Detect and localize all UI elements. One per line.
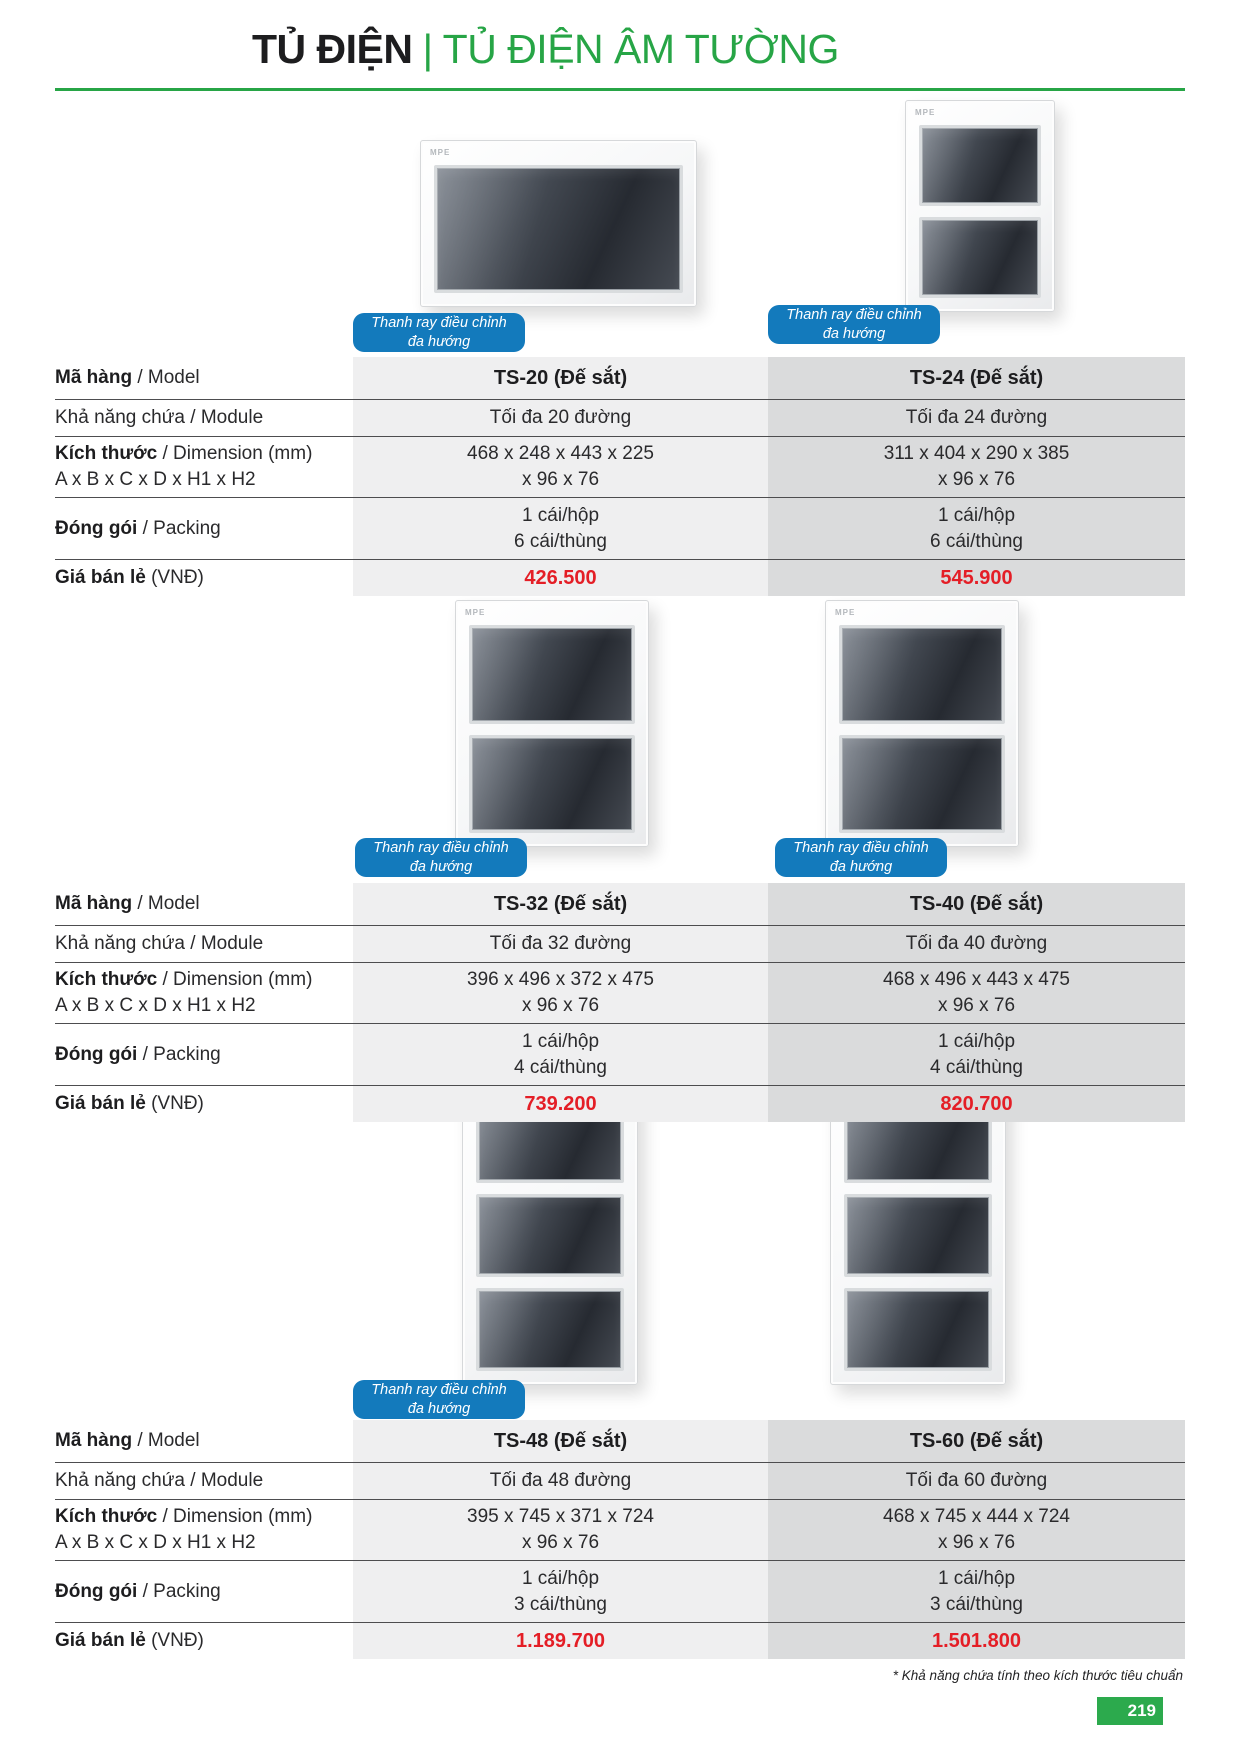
packing-value: 4 cái/thùng — [514, 1056, 607, 1078]
table-row-dimension — [55, 437, 1185, 498]
packing-value: 1 cái/hộp — [937, 504, 1016, 526]
table-row-model — [55, 883, 1185, 926]
model-value: TS-24 (Đế sắt) — [909, 366, 1044, 389]
packing-value: 6 cái/thùng — [514, 530, 607, 552]
table-row-price — [55, 1086, 1185, 1122]
spec-table-ts20-ts24 — [55, 357, 1185, 596]
row-label-en: / Dimension (mm) — [162, 443, 313, 465]
row-label-en: (VNĐ) — [151, 567, 204, 589]
table-row-module — [55, 400, 1185, 437]
table-row-dimension — [55, 1500, 1185, 1561]
spec-table-ts48-ts60 — [55, 1420, 1185, 1659]
table-row-price — [55, 1623, 1185, 1659]
feature-badge-text: đa hướng — [409, 858, 473, 875]
table-row-model — [55, 357, 1185, 400]
packing-value: 1 cái/hộp — [937, 1030, 1016, 1052]
model-value: TS-32 (Đế sắt) — [493, 892, 628, 915]
product-image-ts20 — [420, 140, 697, 307]
feature-badge-text: đa hướng — [822, 325, 886, 342]
feature-badge-text: Thanh ray điều chỉnh — [373, 840, 509, 857]
packing-value: 1 cái/hộp — [937, 1567, 1016, 1589]
dimension-value: 396 x 496 x 372 x 475 — [467, 969, 654, 991]
row-label: Khả năng chứa — [55, 1470, 185, 1492]
feature-badge-rail — [353, 1380, 525, 1419]
feature-badge-text: Thanh ray điều chỉnh — [371, 315, 507, 332]
feature-badge-rail — [775, 838, 947, 877]
packing-value: 3 cái/thùng — [514, 1593, 607, 1615]
row-label-en: / Module — [190, 933, 264, 955]
module-value: Tối đa 60 đường — [905, 1470, 1048, 1492]
model-value: TS-20 (Đế sắt) — [493, 366, 628, 389]
cabinet-window — [844, 1288, 992, 1371]
dimension-value: x 96 x 76 — [521, 469, 600, 490]
row-label-en: / Model — [137, 367, 200, 389]
table-row-packing — [55, 1561, 1185, 1623]
cabinet-window — [919, 125, 1041, 206]
product-image-ts24 — [905, 100, 1055, 312]
feature-badge-text: Thanh ray điều chỉnh — [371, 1382, 507, 1399]
brand-logo: MPE — [465, 608, 486, 617]
feature-badge-rail — [768, 305, 940, 344]
row-label-en: / Module — [190, 407, 264, 429]
row-label-en: / Module — [190, 1470, 264, 1492]
module-value: Tối đa 40 đường — [905, 933, 1048, 955]
module-value: Tối đa 48 đường — [489, 1470, 632, 1492]
row-label-en: / Packing — [142, 517, 221, 539]
cabinet-window — [469, 735, 635, 834]
row-label: Kích thước — [55, 443, 158, 465]
row-label: Kích thước — [55, 1506, 158, 1528]
module-value: Tối đa 24 đường — [905, 407, 1048, 429]
feature-badge-rail — [355, 838, 527, 877]
row-label: Đóng gói — [55, 517, 138, 539]
price-value: 1.501.800 — [932, 1629, 1021, 1652]
row-label-en: / Dimension (mm) — [162, 969, 313, 991]
cabinet-window — [839, 625, 1005, 724]
row-label: Mã hàng — [55, 1430, 133, 1452]
dimension-value: 468 x 248 x 443 x 225 — [467, 443, 654, 465]
brand-logo: MPE — [915, 108, 936, 117]
feature-badge-text: đa hướng — [407, 333, 471, 350]
row-label-en: / Model — [137, 1430, 200, 1452]
cabinet-window — [476, 1194, 624, 1277]
row-label-en: (VNĐ) — [151, 1093, 204, 1115]
model-value: TS-40 (Đế sắt) — [909, 892, 1044, 915]
packing-value: 6 cái/thùng — [930, 530, 1023, 552]
price-value: 820.700 — [940, 1092, 1013, 1115]
row-label: Mã hàng — [55, 367, 133, 389]
page-title-category: TỦ ĐIỆN — [252, 26, 413, 72]
brand-logo: MPE — [835, 608, 856, 617]
dimension-value: 311 x 404 x 290 x 385 — [883, 443, 1070, 465]
row-label-sub: A x B x C x D x H1 x H2 — [55, 1532, 256, 1553]
dimension-value: x 96 x 76 — [521, 995, 600, 1016]
table-row-price — [55, 560, 1185, 596]
row-label: Khả năng chứa — [55, 933, 185, 955]
cabinet-window — [469, 625, 635, 724]
packing-value: 3 cái/thùng — [930, 1593, 1023, 1615]
table-row-packing — [55, 498, 1185, 560]
dimension-value: x 96 x 76 — [937, 995, 1016, 1016]
row-label: Khả năng chứa — [55, 407, 185, 429]
row-label-sub: A x B x C x D x H1 x H2 — [55, 995, 256, 1016]
row-label-en: / Model — [137, 893, 200, 915]
packing-value: 4 cái/thùng — [930, 1056, 1023, 1078]
feature-badge-text: đa hướng — [407, 1400, 471, 1417]
row-label-en: / Dimension (mm) — [162, 1506, 313, 1528]
capacity-footnote: * Khả năng chứa tính theo kích thước tiêu chuẩn — [892, 1668, 1183, 1683]
product-image-ts32 — [455, 600, 649, 847]
table-row-model — [55, 1420, 1185, 1463]
row-label: Đóng gói — [55, 1043, 138, 1065]
row-label-en: / Packing — [142, 1580, 221, 1602]
page-title-subcategory: TỦ ĐIỆN ÂM TƯỜNG — [442, 26, 839, 72]
dimension-value: 468 x 745 x 444 x 724 — [883, 1506, 1070, 1528]
model-value: TS-60 (Đế sắt) — [909, 1429, 1044, 1452]
table-row-module — [55, 1463, 1185, 1500]
header-divider-line — [55, 88, 1185, 91]
dimension-value: x 96 x 76 — [521, 1532, 600, 1553]
page-number: 219 — [1127, 1701, 1156, 1720]
spec-table-ts32-ts40 — [55, 883, 1185, 1122]
price-value: 1.189.700 — [516, 1629, 605, 1652]
price-value: 426.500 — [524, 566, 597, 589]
cabinet-window — [476, 1288, 624, 1371]
model-value: TS-48 (Đế sắt) — [493, 1429, 628, 1452]
row-label: Giá bán lẻ — [55, 567, 146, 589]
price-value: 545.900 — [940, 566, 1013, 589]
packing-value: 1 cái/hộp — [521, 1030, 600, 1052]
cabinet-window — [844, 1194, 992, 1277]
row-label: Kích thước — [55, 969, 158, 991]
feature-badge-rail — [353, 313, 525, 352]
table-row-module — [55, 926, 1185, 963]
packing-value: 1 cái/hộp — [521, 1567, 600, 1589]
price-value: 739.200 — [524, 1092, 597, 1115]
page-title-separator: | — [422, 26, 433, 72]
cabinet-window — [839, 735, 1005, 834]
row-label-en: (VNĐ) — [151, 1630, 204, 1652]
feature-badge-text: đa hướng — [829, 858, 893, 875]
row-label: Đóng gói — [55, 1580, 138, 1602]
table-row-dimension — [55, 963, 1185, 1024]
cabinet-window — [434, 165, 683, 293]
module-value: Tối đa 32 đường — [489, 933, 632, 955]
page-number-badge — [1097, 1697, 1163, 1725]
packing-value: 1 cái/hộp — [521, 504, 600, 526]
module-value: Tối đa 20 đường — [489, 407, 632, 429]
row-label: Giá bán lẻ — [55, 1630, 146, 1652]
dimension-value: x 96 x 76 — [937, 469, 1016, 490]
dimension-value: 395 x 745 x 371 x 724 — [467, 1506, 654, 1528]
cabinet-window — [919, 217, 1041, 298]
row-label: Mã hàng — [55, 893, 133, 915]
row-label: Giá bán lẻ — [55, 1093, 146, 1115]
feature-badge-text: Thanh ray điều chỉnh — [786, 307, 922, 324]
row-label-sub: A x B x C x D x H1 x H2 — [55, 469, 256, 490]
table-row-packing — [55, 1024, 1185, 1086]
row-label-en: / Packing — [142, 1043, 221, 1065]
dimension-value: x 96 x 76 — [937, 1532, 1016, 1553]
product-image-ts40 — [825, 600, 1019, 847]
dimension-value: 468 x 496 x 443 x 475 — [883, 969, 1070, 991]
feature-badge-text: Thanh ray điều chỉnh — [793, 840, 929, 857]
brand-logo: MPE — [430, 148, 451, 157]
page-title — [252, 26, 839, 73]
